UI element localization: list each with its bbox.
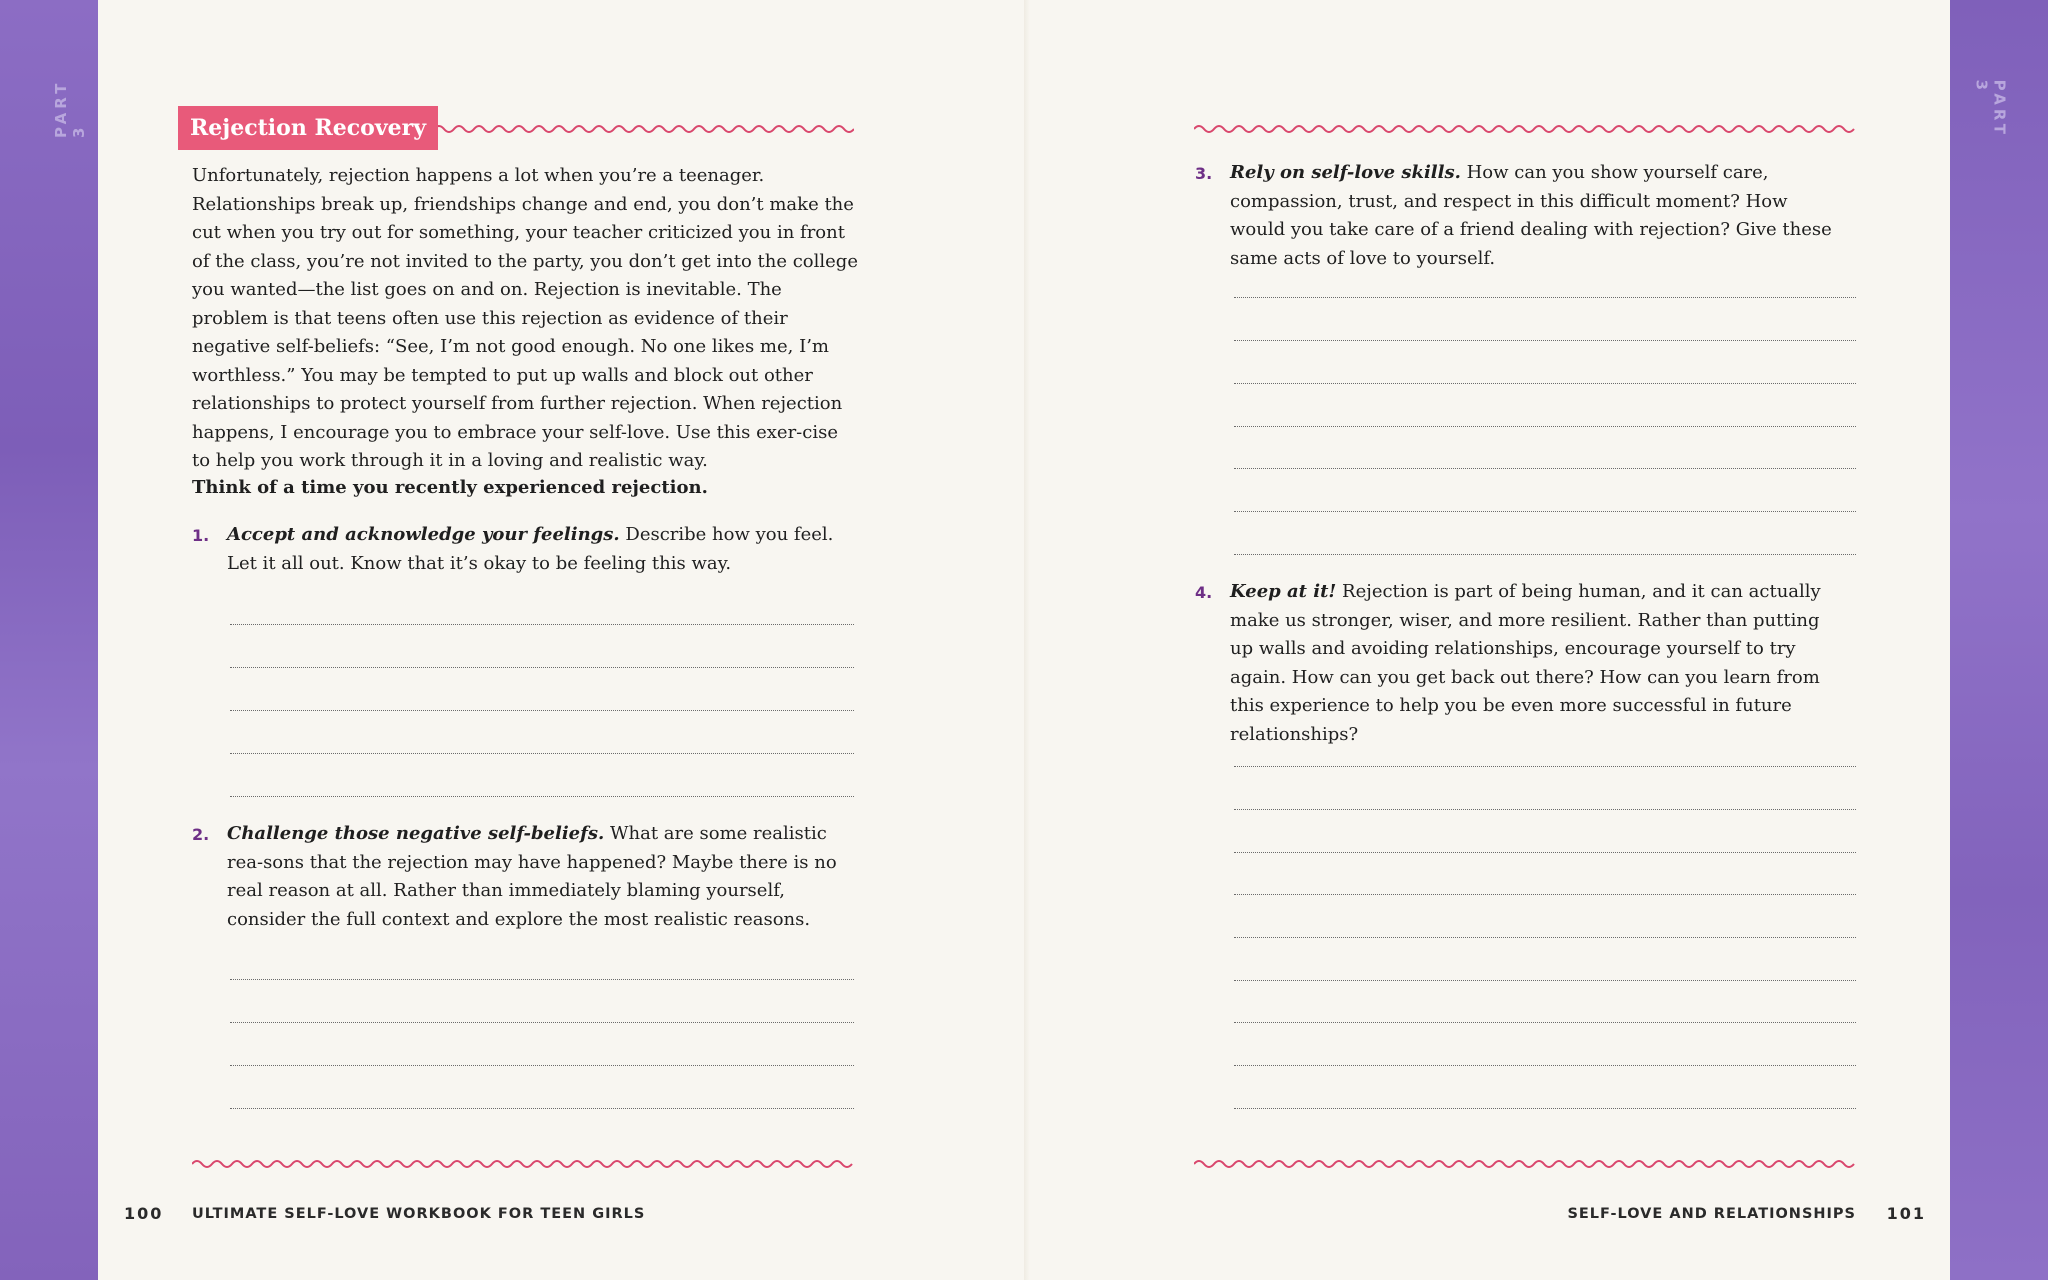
- answer-line[interactable]: [1234, 468, 1856, 469]
- item-2-body: What are some realistic rea-sons that the rejection may have happened? Maybe there is no real reason at all. Rather than immediately blaming yourself, consider the full context and explore the most realistic reasons.: [227, 823, 837, 930]
- answer-line[interactable]: [230, 796, 854, 797]
- answer-line[interactable]: [1234, 340, 1856, 341]
- left-edge-band: [0, 0, 98, 1280]
- answer-line[interactable]: [230, 1108, 854, 1109]
- answer-line[interactable]: [1234, 852, 1856, 853]
- book-gutter: [1024, 0, 1030, 1280]
- answer-line[interactable]: [1234, 766, 1856, 767]
- item-1-title: Accept and acknowledge your feelings.: [227, 524, 620, 545]
- page-number-right: 101: [1886, 1204, 1926, 1223]
- answer-line[interactable]: [1234, 383, 1856, 384]
- answer-line[interactable]: [1234, 980, 1856, 981]
- answer-line[interactable]: [230, 624, 854, 625]
- item-2-title: Challenge those negative self-beliefs.: [227, 823, 605, 844]
- page-number-left: 100: [124, 1204, 164, 1223]
- answer-line[interactable]: [1234, 937, 1856, 938]
- answer-line[interactable]: [1234, 554, 1856, 555]
- section-title: Rejection Recovery: [178, 106, 438, 150]
- item-1-body: Describe how you feel. Let it all out. Know that it’s okay to be feeling this way.: [227, 524, 834, 574]
- item-1-number: 1.: [192, 526, 210, 545]
- wave-divider-top-right: [1194, 123, 1856, 135]
- item-1-text: [227, 521, 839, 578]
- part-label-left: PART 3: [52, 79, 88, 138]
- wave-divider-top-left: [434, 123, 854, 135]
- item-2-number: 2.: [192, 825, 210, 844]
- item-4-text: [1230, 578, 1838, 749]
- item-3-title: Rely on self-love skills.: [1230, 162, 1461, 183]
- answer-line[interactable]: [1234, 511, 1856, 512]
- answer-line[interactable]: [1234, 894, 1856, 895]
- running-title-right: SELF-LOVE AND RELATIONSHIPS: [1567, 1206, 1856, 1222]
- item-3-number: 3.: [1195, 164, 1213, 183]
- part-label-right: PART 3: [1972, 79, 2008, 138]
- answer-line[interactable]: [1234, 426, 1856, 427]
- item-2-text: [227, 820, 847, 934]
- item-4-body: Rejection is part of being human, and it can actually make us stronger, wiser, and more resilient. Rather than putting up walls and avoiding relationships, encourage yourself to try again. How can you get back out there? How can you learn from this experience to help you be even more successful in future relationships?: [1230, 581, 1821, 745]
- item-3-text: [1230, 159, 1838, 273]
- wave-divider-bottom-right: [1194, 1158, 1856, 1170]
- wave-divider-bottom-left: [192, 1158, 854, 1170]
- answer-line[interactable]: [1234, 809, 1856, 810]
- right-edge-band: [1950, 0, 2048, 1280]
- answer-line[interactable]: [230, 667, 854, 668]
- prompt-lead: Think of a time you recently experienced rejection.: [192, 477, 708, 498]
- answer-line[interactable]: [1234, 1022, 1856, 1023]
- answer-line[interactable]: [230, 979, 854, 980]
- answer-line[interactable]: [230, 710, 854, 711]
- answer-line[interactable]: [230, 1065, 854, 1066]
- answer-line[interactable]: [230, 1022, 854, 1023]
- item-3-body: How can you show yourself care, compassion, trust, and respect in this difficult moment? How would you take care of a friend dealing with rejection? Give these same acts of love to yourself.: [1230, 162, 1832, 269]
- item-4-number: 4.: [1195, 583, 1213, 602]
- answer-line[interactable]: [1234, 1065, 1856, 1066]
- answer-line[interactable]: [1234, 1108, 1856, 1109]
- running-title-left: ULTIMATE SELF-LOVE WORKBOOK FOR TEEN GIRLS: [192, 1206, 646, 1222]
- intro-paragraph: Unfortunately, rejection happens a lot when you’re a teenager. Relationships break up, friendships change and end, you don’t make the cut when you try out for something, your teacher criticized you in front of the class, you’re not invited to the party, you don’t get into the college you wanted—the list goes on and on. Rejection is inevitable. The problem is that teens often use this rejection as evidence of their negative self-beliefs: “See, I’m not good enough. No one likes me, I’m worthless.” You may be tempted to put up walls and block out other relationships to protect yourself from further rejection. When rejection happens, I encourage you to embrace your self-love. Use this exer-cise to help you work through it in a loving and realistic way.: [192, 165, 858, 471]
- item-4-title: Keep at it!: [1230, 581, 1337, 602]
- answer-line[interactable]: [230, 753, 854, 754]
- answer-line[interactable]: [1234, 297, 1856, 298]
